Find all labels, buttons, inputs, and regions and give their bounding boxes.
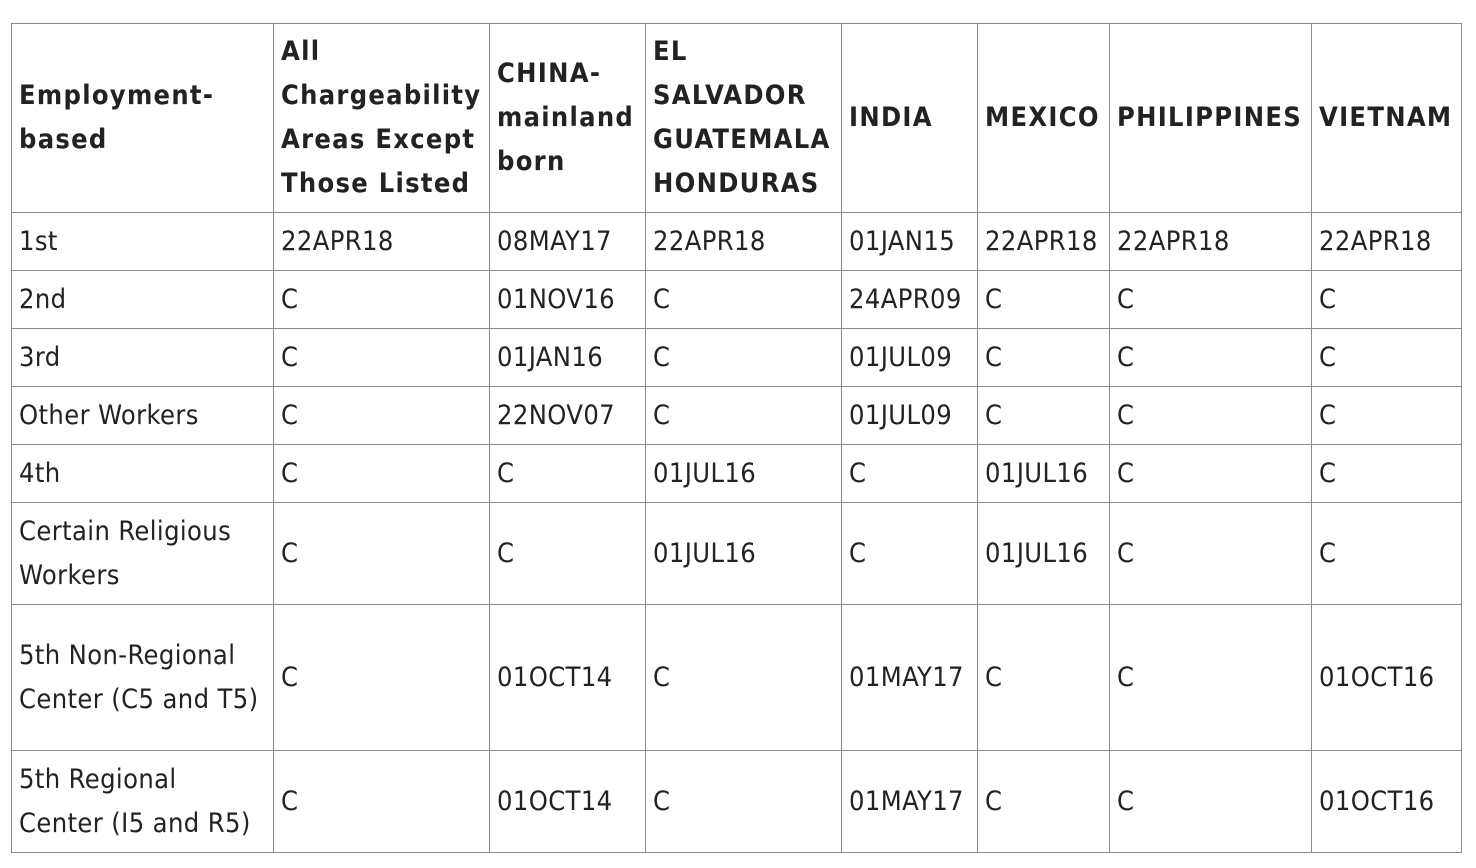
table-cell: C: [274, 503, 490, 605]
table-row: [12, 271, 1462, 329]
table-cell: C: [842, 445, 978, 503]
table-row: [12, 503, 1462, 605]
table-cell: C: [274, 329, 490, 387]
table-row: [12, 329, 1462, 387]
table-cell: 01JUL16: [646, 445, 842, 503]
table-cell: C: [978, 605, 1110, 751]
table-cell: 01JUL16: [646, 503, 842, 605]
table-cell: C: [646, 271, 842, 329]
table-cell: C: [1312, 329, 1462, 387]
header-el-salvador-guatemala-honduras: EL SALVADOR GUATEMALA HONDURAS: [646, 24, 842, 213]
table-cell: 01NOV16: [490, 271, 646, 329]
header-india: INDIA: [842, 24, 978, 213]
table-cell: C: [978, 329, 1110, 387]
row-label: 5th Non-Regional Center (C5 and T5): [12, 605, 274, 751]
table-cell: C: [1110, 387, 1312, 445]
table-cell: C: [274, 387, 490, 445]
table-cell: C: [1312, 445, 1462, 503]
table-cell: C: [274, 605, 490, 751]
table-cell: C: [274, 445, 490, 503]
table-row: [12, 387, 1462, 445]
table-cell: C: [1110, 445, 1312, 503]
table-row: [12, 213, 1462, 271]
table-cell: C: [646, 329, 842, 387]
header-employment-based: Employment-based: [12, 24, 274, 213]
row-label: 1st: [12, 213, 274, 271]
header-row: [12, 24, 1462, 213]
table-cell: 01JAN16: [490, 329, 646, 387]
table-cell: C: [978, 271, 1110, 329]
table-cell: 01JAN15: [842, 213, 978, 271]
header-vietnam: VIETNAM: [1312, 24, 1462, 213]
table-cell: 22APR18: [646, 213, 842, 271]
table-cell: 01JUL16: [978, 445, 1110, 503]
table-cell: C: [490, 445, 646, 503]
header-philippines: PHILIPPINES: [1110, 24, 1312, 213]
table-cell: 01MAY17: [842, 751, 978, 853]
table-cell: C: [1110, 329, 1312, 387]
table-cell: 01OCT14: [490, 605, 646, 751]
row-label: Certain Religious Workers: [12, 503, 274, 605]
table-cell: C: [978, 751, 1110, 853]
table-cell: C: [274, 271, 490, 329]
table-cell: 22APR18: [978, 213, 1110, 271]
row-label: Other Workers: [12, 387, 274, 445]
row-label: 2nd: [12, 271, 274, 329]
table-cell: C: [646, 751, 842, 853]
table-cell: 01JUL09: [842, 387, 978, 445]
table-cell: C: [274, 751, 490, 853]
table-cell: 24APR09: [842, 271, 978, 329]
table-cell: C: [1312, 387, 1462, 445]
visa-bulletin-table: [11, 23, 1462, 853]
table-cell: 01JUL16: [978, 503, 1110, 605]
table-cell: 01OCT14: [490, 751, 646, 853]
table-cell: C: [490, 503, 646, 605]
table-cell: C: [1110, 751, 1312, 853]
table-cell: 08MAY17: [490, 213, 646, 271]
table-row: [12, 751, 1462, 853]
table-cell: 22NOV07: [490, 387, 646, 445]
table-cell: C: [1312, 503, 1462, 605]
table-cell: C: [646, 605, 842, 751]
table-cell: 22APR18: [1110, 213, 1312, 271]
row-label: 4th: [12, 445, 274, 503]
table-cell: 01MAY17: [842, 605, 978, 751]
table-row: [12, 605, 1462, 751]
table-cell: C: [1312, 271, 1462, 329]
table-cell: 01OCT16: [1312, 751, 1462, 853]
table-cell: C: [1110, 503, 1312, 605]
table-cell: C: [978, 387, 1110, 445]
table-cell: 01OCT16: [1312, 605, 1462, 751]
table-cell: C: [1110, 271, 1312, 329]
header-all-chargeability: All Chargeability Areas Except Those Listed: [274, 24, 490, 213]
table-row: [12, 445, 1462, 503]
table-cell: 22APR18: [274, 213, 490, 271]
table-cell: 22APR18: [1312, 213, 1462, 271]
header-china: CHINA-mainland born: [490, 24, 646, 213]
table-cell: C: [842, 503, 978, 605]
header-mexico: MEXICO: [978, 24, 1110, 213]
table-cell: 01JUL09: [842, 329, 978, 387]
row-label: 3rd: [12, 329, 274, 387]
table-cell: C: [646, 387, 842, 445]
row-label: 5th Regional Center (I5 and R5): [12, 751, 274, 853]
table-cell: C: [1110, 605, 1312, 751]
